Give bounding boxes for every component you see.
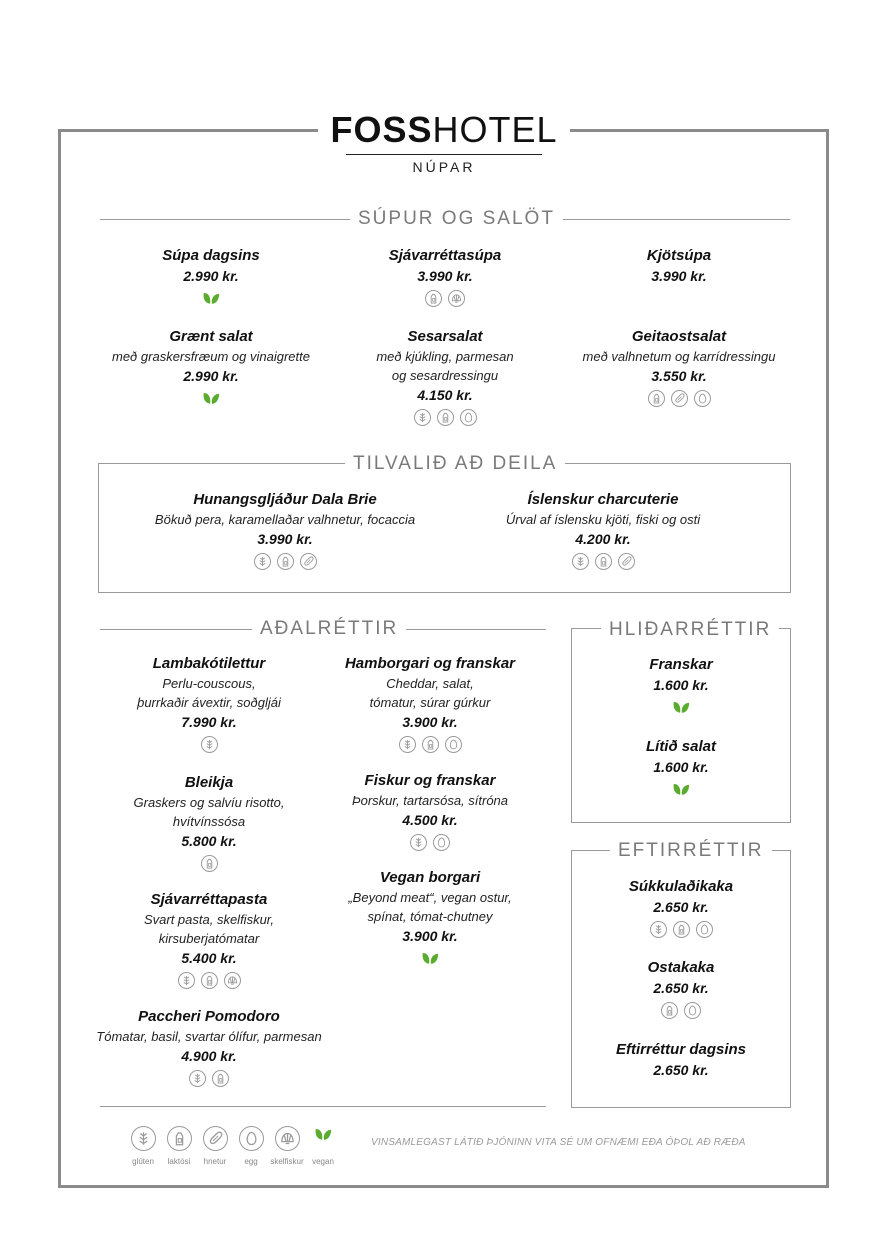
vegan-leaf-icon [421,950,439,970]
item-price: 3.990 kr. [417,268,473,284]
menu-item [300,654,560,753]
hnetur-icon [671,390,688,407]
allergen-icons [581,921,781,938]
item-name: Lambakótilettur [152,655,266,672]
menu-item [581,958,781,1019]
egg-icon [684,1002,701,1019]
laktosi-icon [437,409,454,426]
item-price: 3.900 kr. [402,928,458,944]
section-title-share: TILVALIÐ AÐ DEILA [345,453,565,475]
allergen-icons [300,834,560,851]
allergen-icons [433,553,773,570]
item-name: Hamborgari og franskar [344,655,516,672]
laktosi-icon [167,1126,192,1151]
item-price: 5.800 kr. [181,833,237,849]
allergen-icons [79,972,339,989]
logo-location: NÚPAR [412,159,476,175]
item-name: Súpa dagsins [162,247,260,264]
egg-icon [694,390,711,407]
item-description: tómatur, súrar gúrkur [369,695,491,710]
item-price: 1.600 kr. [653,759,709,775]
vegan-leaf-icon [202,390,220,410]
gluten-icon [410,834,427,851]
legend-label: laktósi [167,1157,191,1166]
legend-item-laktosi [166,1126,192,1166]
section-title-desserts: EFTIRRÉTTIR [610,840,772,862]
legend-label: egg [244,1157,258,1166]
allergen-icons [79,1070,339,1087]
item-name: Kjötsúpa [646,247,712,264]
item-name: Geitaostsalat [631,328,727,345]
item-name: Hunangsgljáður Dala Brie [193,491,377,508]
item-name: Sjávarréttapasta [150,891,268,908]
item-description: spínat, tómat-chutney [367,909,493,924]
item-price: 3.900 kr. [402,714,458,730]
laktosi-icon [212,1070,229,1087]
allergen-icons [295,409,595,426]
item-name: Ostakaka [647,959,715,976]
menu-item [300,868,560,970]
legend-label: glúten [132,1157,154,1166]
item-name: Paccheri Pomodoro [138,1008,280,1025]
item-description: Cheddar, salat, [386,676,474,691]
gluten-icon [572,553,589,570]
item-price: 4.900 kr. [181,1048,237,1064]
section-title-sides: HLIÐARRÉTTIR [601,619,779,641]
legend-label: hnetur [203,1157,227,1166]
allergen-icons [115,553,455,570]
gluten-icon [254,553,271,570]
item-name: Vegan borgari [379,869,481,886]
item-name: Súkkulaðikaka [628,878,734,895]
egg-icon [433,834,450,851]
laktosi-icon [648,390,665,407]
item-name: Fiskur og franskar [364,772,496,789]
egg-icon [445,736,462,753]
item-price: 2.990 kr. [183,368,239,384]
hnetur-icon [203,1126,228,1151]
legend-item-egg [238,1126,264,1166]
laktosi-icon [277,553,294,570]
item-description: Perlu-couscous, [162,676,256,691]
item-description: „Beyond meat“, vegan ostur, [348,890,512,905]
item-name: Sesarsalat [407,328,483,345]
item-description: og sesardressingu [391,368,499,383]
skelfiskur-icon [448,290,465,307]
menu-item [79,1007,339,1087]
laktosi-icon [595,553,612,570]
item-description: Bökuð pera, karamellaðar valhnetur, focaccia [154,512,416,527]
item-name: Lítið salat [645,738,716,755]
hnetur-icon [618,553,635,570]
item-name: Grænt salat [169,328,253,345]
item-description: Svart pasta, skelfiskur, [143,912,275,927]
logo-light: HOTEL [432,109,558,150]
gluten-icon [178,972,195,989]
allergen-legend [130,1126,336,1166]
menu-item [529,327,829,407]
item-price: 2.650 kr. [653,899,709,915]
allergen-icons [300,950,560,970]
gluten-icon [189,1070,206,1087]
item-price: 7.990 kr. [181,714,237,730]
laktosi-icon [673,921,690,938]
item-description: Tómatar, basil, svartar ólífur, parmesan [96,1029,322,1044]
item-price: 2.990 kr. [183,268,239,284]
item-name: Sjávarréttasúpa [388,247,502,264]
vegan-leaf-icon [202,290,220,310]
menu-item [529,246,829,286]
section-title-soups: SÚPUR OG SALÖT [350,208,563,230]
logo-bold: FOSS [330,109,433,150]
legend-label: skelfiskur [270,1157,304,1166]
gluten-icon [201,736,218,753]
allergen-icons [295,290,595,307]
laktosi-icon [201,972,218,989]
menu-item [300,771,560,851]
legend-label: vegan [312,1157,334,1166]
laktosi-icon [425,290,442,307]
item-name: Bleikja [184,774,234,791]
item-description: með kjúkling, parmesan [376,349,514,364]
item-description: Úrval af íslensku kjöti, fiski og osti [505,512,701,527]
vegan-leaf-icon [314,1126,332,1151]
laktosi-icon [201,855,218,872]
item-description: Graskers og salvíu risotto, [133,795,285,810]
legend-item-vegan [310,1126,336,1166]
item-price: 2.650 kr. [653,980,709,996]
item-price: 4.500 kr. [402,812,458,828]
gluten-icon [399,736,416,753]
item-price: 1.600 kr. [653,677,709,693]
allergen-icons [581,1002,781,1019]
menu-item [581,1040,781,1080]
item-description: hvítvínssósa [172,814,246,829]
egg-icon [460,409,477,426]
item-description: kirsuberjatómatar [158,931,260,946]
item-price: 5.400 kr. [181,950,237,966]
laktosi-icon [422,736,439,753]
vegan-leaf-icon [672,781,690,801]
item-price: 4.150 kr. [417,387,473,403]
allergen-icons [529,390,829,407]
allergen-icons [581,699,781,719]
legend-item-gluten [130,1126,156,1166]
logo-rule [346,154,542,155]
section-divider-bottom [100,1106,546,1107]
item-price: 4.200 kr. [575,531,631,547]
menu-item [581,655,781,719]
item-price: 3.550 kr. [651,368,707,384]
item-description: Þorskur, tartarsósa, sítróna [351,793,509,808]
item-description: með valhnetum og karrídressingu [582,349,776,364]
vegan-leaf-icon [672,699,690,719]
hotel-logo [318,110,570,175]
item-price: 3.990 kr. [651,268,707,284]
skelfiskur-icon [224,972,241,989]
gluten-icon [414,409,431,426]
egg-icon [696,921,713,938]
laktosi-icon [661,1002,678,1019]
menu-item [581,877,781,938]
item-name: Eftirréttur dagsins [615,1041,747,1058]
gluten-icon [650,921,667,938]
item-name: Franskar [649,656,713,673]
item-name: Íslenskur charcuterie [527,491,679,508]
egg-icon [239,1126,264,1151]
item-description: með graskersfræum og vinaigrette [112,349,310,364]
legend-item-skelfiskur [270,1126,304,1166]
skelfiskur-icon [275,1126,300,1151]
legend-item-hnetur [202,1126,228,1166]
allergy-notice: VINSAMLEGAST LÁTIÐ ÞJÓNINN VITA SÉ UM OFNÆMI EÐA ÓÞOL AÐ RÆÐA [371,1137,746,1148]
hnetur-icon [300,553,317,570]
menu-item [581,737,781,801]
item-description: þurrkaðir ávextir, soðgljái [137,695,281,710]
logo-wordmark [318,110,570,150]
gluten-icon [131,1126,156,1151]
allergen-icons [300,736,560,753]
menu-item [115,490,455,570]
allergen-icons [581,781,781,801]
item-price: 3.990 kr. [257,531,313,547]
section-title-mains: AÐALRÉTTIR [252,618,406,640]
menu-item [433,490,773,570]
item-price: 2.650 kr. [653,1062,709,1078]
